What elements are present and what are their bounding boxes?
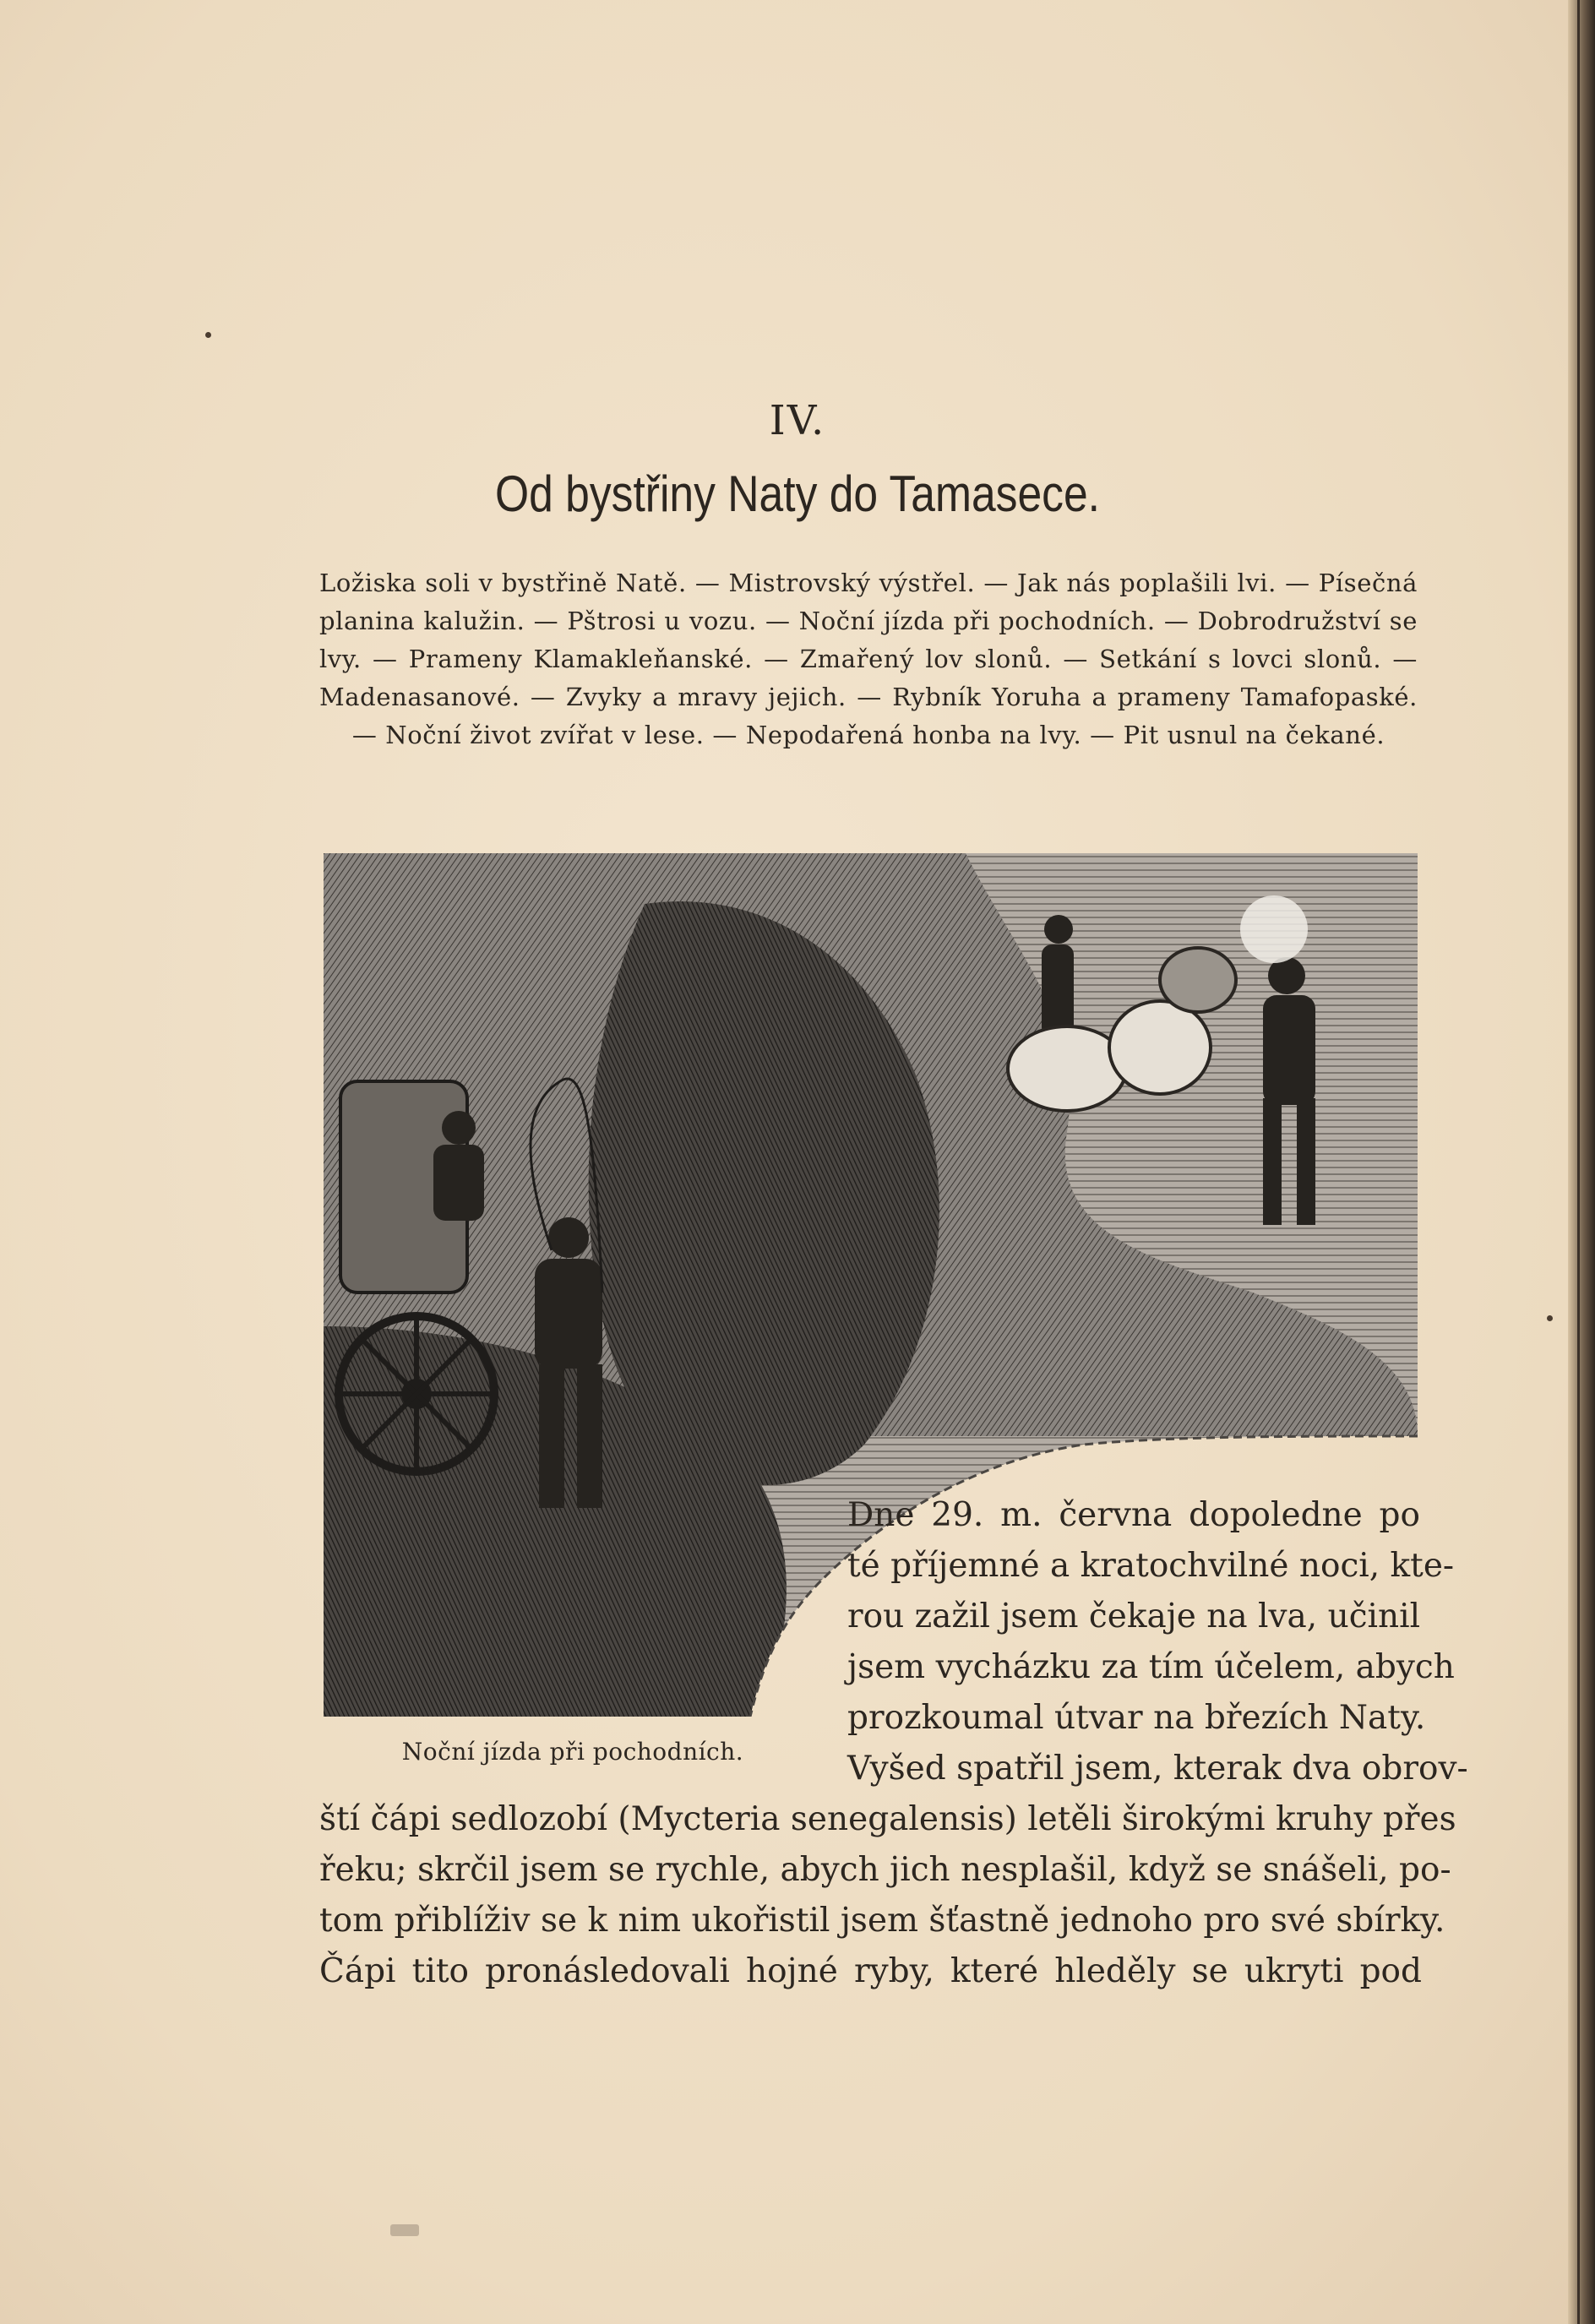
body-line: Vyšed spatřil jsem, kterak dva obrov- bbox=[847, 1750, 1468, 1788]
page-speck bbox=[205, 332, 211, 338]
page-speck bbox=[1547, 1315, 1553, 1321]
body-line: Čápi tito pronásledovali hojné ryby, které hleděly se ukryti pod bbox=[319, 1952, 1422, 1990]
body-line: rou zažil jsem čekaje na lva, učinil bbox=[847, 1597, 1421, 1636]
page-binding-edge bbox=[1568, 0, 1595, 2324]
body-line: prozkoumal útvar na březích Naty. bbox=[847, 1699, 1426, 1737]
body-line: jsem vycházku za tím účelem, abych bbox=[847, 1648, 1455, 1686]
chapter-summary: Ložiska soli v bystřině Natě. — Mistrovský výstřel. — Jak nás poplašili lvi. — Písečná planina kalužin. — Pštrosi u vozu. — Noční jízda při pochodních. — Dobrodružství se lvy. — Prameny Klamakleňanské. — Zmařený lov slonů. — Setkání s lovci slonů. — Madenasanové. — Zvyky a mravy jejich. — Rybník Yoruha a prameny Tamafopaské. — Noční život zvířat v lese. — Nepodařená honba na lvy. — Pit usnul na čekané. bbox=[319, 569, 1418, 749]
body-line: tom přiblíživ se k nim ukořistil jsem šťastně jednoho pro své sbírky. bbox=[319, 1902, 1445, 1940]
body-line: té příjemné a kratochvilné noci, kte- bbox=[847, 1547, 1455, 1585]
body-line: Dne 29. m. června dopoledne po bbox=[847, 1496, 1420, 1534]
body-line: řeku; skrčil jsem se rychle, abych jich nesplašil, když se snášeli, po- bbox=[319, 1851, 1451, 1889]
chapter-number: IV. bbox=[769, 397, 826, 444]
illustration-caption: Noční jízda při pochodních. bbox=[401, 1738, 744, 1766]
chapter-title: Od bystřiny Naty do Tamasece. bbox=[494, 465, 1101, 522]
body-line: ští čápi sedlozobí (Mycteria senegalensis) letěli širokými kruhy přes bbox=[319, 1800, 1456, 1838]
page-edge-line bbox=[1577, 0, 1580, 2324]
printer-mark bbox=[390, 2224, 419, 2236]
